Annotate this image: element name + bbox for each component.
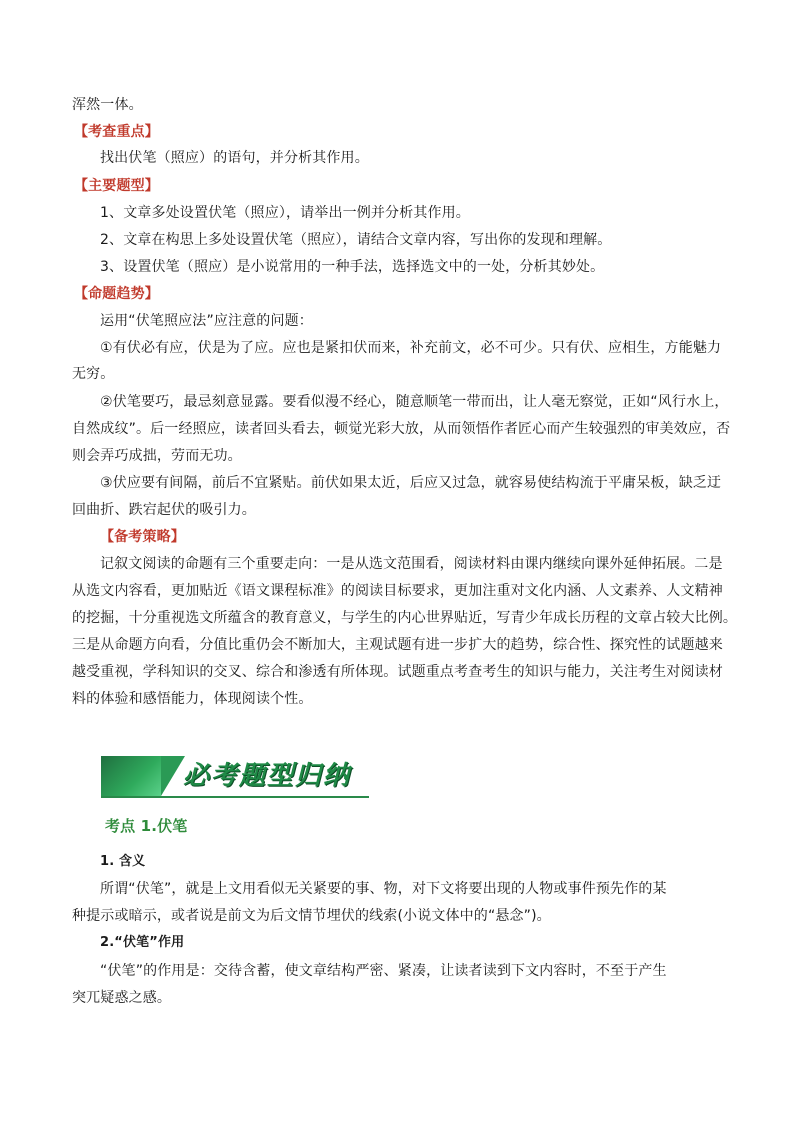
- text-line: 所谓“伏笔”，就是上文用看似无关紧要的事、物，对下文将要出现的人物或事件预先作的某: [100, 881, 667, 897]
- text-line: 则会弄巧成拙，劳而无功。: [72, 448, 242, 464]
- text-line: ①有伏必有应，伏是为了应。应也是紧扣伏而来，补充前文，必不可少。只有伏、应相生，方能魅力: [100, 340, 722, 356]
- banner-arrow: [161, 756, 185, 796]
- section-heading: 【考查重点】: [74, 124, 159, 140]
- section-heading: 【备考策略】: [100, 529, 185, 545]
- text-line: 浑然一体。: [72, 97, 143, 113]
- text-line: 料的体验和感悟能力，体现阅读个性。: [72, 691, 313, 707]
- banner-title: 必考题型归纳: [183, 761, 352, 791]
- text-line: 回曲折、跌宕起伏的吸引力。: [72, 502, 256, 518]
- text-line: 找出伏笔（照应）的语句，并分析其作用。: [100, 150, 369, 166]
- section-banner: [101, 756, 369, 798]
- text-line: 从选文内容看，更加贴近《语文课程标准》的阅读目标要求，更加注重对文化内涵、人文素养、人文精神: [72, 583, 723, 599]
- text-line: 无穷。: [72, 366, 115, 382]
- text-line: 越受重视，学科知识的交叉、综合和渗透有所体现。试题重点考查考生的知识与能力，关注考生对阅读材: [72, 664, 723, 680]
- text-line: 记叙文阅读的命题有三个重要走向：一是从选文范围看，阅读材料由课内继续向课外延伸拓展。二是: [100, 556, 723, 572]
- text-line: 的挖掘，十分重视选文所蕴含的教育意义，与学生的内心世界贴近，写青少年成长历程的文章占较大比例。: [72, 610, 738, 626]
- text-line: 种提示或暗示，或者说是前文为后文情节埋伏的线索(小说文体中的“悬念”)。: [72, 908, 551, 924]
- banner-block: [101, 756, 161, 796]
- section-heading: 【主要题型】: [74, 178, 159, 194]
- subheading: 1. 含义: [100, 854, 146, 869]
- text-line: ③伏应要有间隔，前后不宜紧贴。前伏如果太近，后应又过急，就容易使结构流于平庸呆板，缺乏迂: [100, 475, 722, 491]
- text-line: “伏笔”的作用是：交待含蓄，使文章结构严密、紧凑，让读者读到下文内容时，不至于产生: [100, 963, 667, 979]
- section-heading: 【命题趋势】: [74, 286, 159, 302]
- topic-title: 考点 1.伏笔: [105, 817, 188, 835]
- text-line: 三是从命题方向看，分值比重仍会不断加大，主观试题有进一步扩大的趋势，综合性、探究性的试题越来: [72, 637, 723, 653]
- list-item: 2、文章在构思上多处设置伏笔（照应），请结合文章内容，写出你的发现和理解。: [100, 232, 612, 248]
- list-item: 1、文章多处设置伏笔（照应），请举出一例并分析其作用。: [100, 205, 470, 221]
- text-line: 运用“伏笔照应法”应注意的问题：: [100, 313, 313, 329]
- text-line: 自然成纹”。后一经照应，读者回头看去，顿觉光彩大放，从而领悟作者匠心而产生较强烈的审美效应，否: [72, 421, 731, 437]
- list-item: 3、设置伏笔（照应）是小说常用的一种手法，选择选文中的一处，分析其妙处。: [100, 259, 605, 275]
- banner-underline: [101, 796, 369, 798]
- text-line: 突兀疑惑之感。: [72, 990, 172, 1006]
- text-line: ②伏笔要巧，最忌刻意显露。要看似漫不经心，随意顺笔一带而出，让人毫无察觉，正如“风行水上，: [100, 394, 729, 410]
- subheading: 2.“伏笔”作用: [100, 935, 185, 950]
